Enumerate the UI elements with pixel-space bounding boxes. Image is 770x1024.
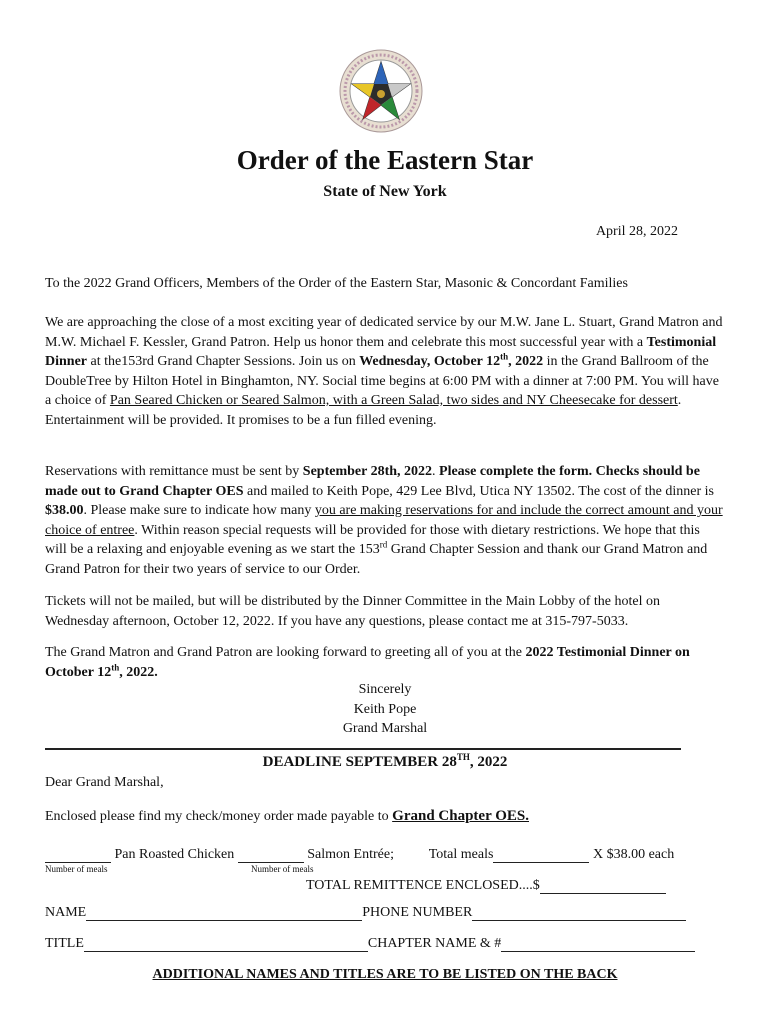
closing-sincerely: Sincerely bbox=[358, 682, 412, 697]
form-footer-note: ADDITIONAL NAMES AND TITLES ARE TO BE LISTED ON THE BACK bbox=[152, 967, 618, 982]
title-chapter-line: TITLE CHAPTER NAME & # bbox=[45, 936, 695, 952]
salutation: To the 2022 Grand Officers, Members of the Order of the Eastern Star, Masonic & Concordant Families bbox=[45, 276, 628, 291]
form-salutation: Dear Grand Marshal, bbox=[45, 775, 164, 790]
remittance-field[interactable] bbox=[540, 879, 666, 894]
enclosed-line: Enclosed please find my check/money order made payable to Grand Chapter OES. bbox=[45, 808, 529, 824]
chicken-meals-caption: Number of meals bbox=[45, 864, 108, 874]
signer-name: Keith Pope bbox=[353, 702, 417, 717]
eastern-star-emblem bbox=[338, 48, 424, 134]
deadline-heading: DEADLINE SEPTEMBER 28TH, 2022 bbox=[262, 752, 508, 770]
remittance-line: TOTAL REMITTENCE ENCLOSED....$ bbox=[306, 878, 666, 894]
salmon-count-field[interactable] bbox=[238, 848, 304, 863]
name-phone-line: NAME PHONE NUMBER bbox=[45, 905, 686, 921]
page-subtitle: State of New York bbox=[323, 183, 447, 200]
page-title: Order of the Eastern Star bbox=[236, 145, 534, 175]
name-field[interactable] bbox=[86, 906, 362, 921]
chicken-count-field[interactable] bbox=[45, 848, 111, 863]
salmon-meals-caption: Number of meals bbox=[251, 864, 314, 874]
title-field[interactable] bbox=[84, 937, 368, 952]
payee-name: Grand Chapter OES. bbox=[392, 808, 529, 824]
total-meals-field[interactable] bbox=[493, 848, 589, 863]
chapter-field[interactable] bbox=[501, 937, 695, 952]
paragraph-reservations: Reservations with remittance must be sent by September 28th, 2022. Please complete the form. Checks should be made out to Grand Chapter OES and mailed to Keith Pope, 429 Lee Blvd, Utica NY 13502. The cost of the dinner is $38.00. Please make sure to indicate how many you are making reservations for and include the correct amount and your choice of entree. Within reason special requests will be provided for those with dietary restrictions. We hope that this will be a relaxing and enjoyable evening as we start the 153rd Grand Chapter Session and thank our Grand Matron and Grand Patron for their two years of service to our Order. bbox=[45, 464, 723, 577]
paragraph-tickets: Tickets will not be mailed, but will be distributed by the Dinner Committee in the Main Lobby of the hotel on Wednesday afternoon, October 12, 2022. If you have any questions, please contact me at 315-797-5033. bbox=[45, 594, 661, 629]
paragraph-greeting: The Grand Matron and Grand Patron are looking forward to greeting all of you at the 2022 Testimonial Dinner on October 12th, 2022. bbox=[45, 645, 690, 680]
letter-date: April 28, 2022 bbox=[595, 224, 678, 239]
phone-field[interactable] bbox=[472, 906, 686, 921]
meal-order-line: Pan Roasted Chicken Salmon Entrée; Total meals X $38.00 each bbox=[45, 847, 725, 863]
paragraph-invitation: We are approaching the close of a most exciting year of dedicated service by our M.W. Jane L. Stuart, Grand Matron and M.W. Michael F. Kessler, Grand Patron. Help us honor them and celebrate this most successful year with a Testimonial Dinner at the153rd Grand Chapter Sessions. Join us on Wednesday, October 12th, 2022 in the Grand Ballroom of the DoubleTree by Hilton Hotel in Binghamton, NY. Social time begins at 6:00 PM with a dinner at 7:00 PM. You will have a choice of Pan Seared Chicken or Seared Salmon, with a Green Salad, two sides and NY Cheesecake for dessert. Entertainment will be provided. It promises to be a fun filled evening. bbox=[45, 315, 723, 428]
divider bbox=[45, 748, 681, 750]
signer-title: Grand Marshal bbox=[342, 721, 428, 736]
